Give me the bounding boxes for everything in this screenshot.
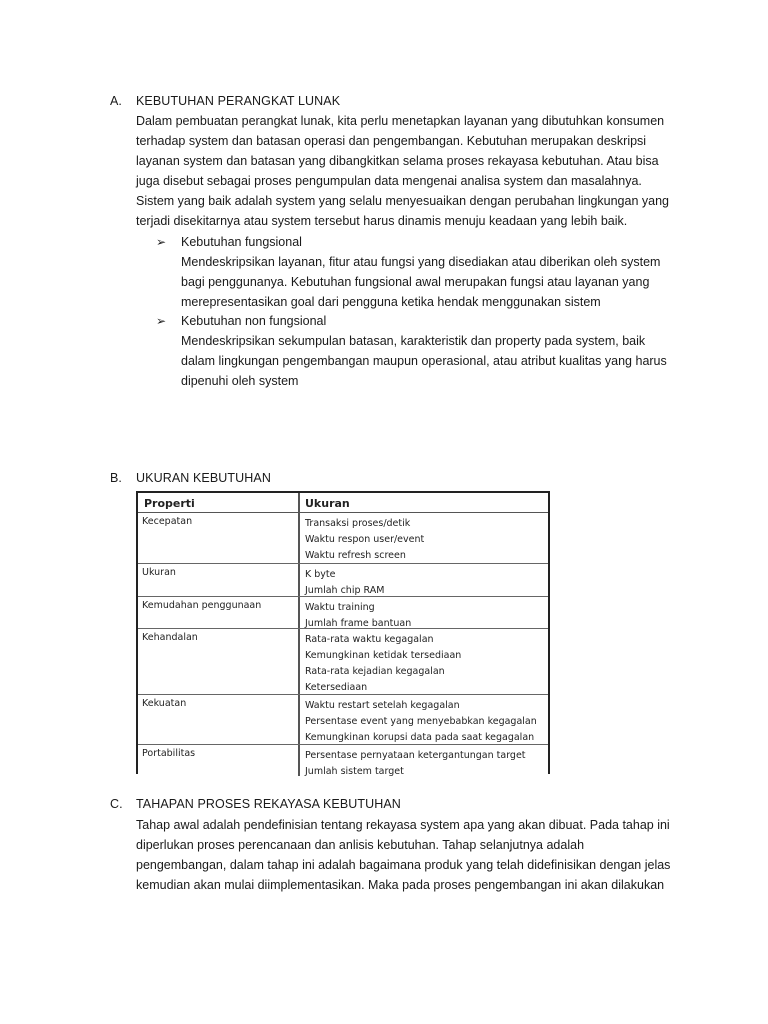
- paragraph-line: Tahap awal adalah pendefinisian tentang rekayasa system apa yang akan dibuat. Pada tahap ini: [136, 818, 670, 832]
- requirements-measure-table: [136, 491, 550, 777]
- section-b-title: UKURAN KEBUTUHAN: [136, 471, 271, 485]
- table-row: [138, 564, 548, 597]
- header-properti: Properti: [144, 497, 195, 510]
- row-measures: [305, 698, 537, 746]
- row-property: Kecepatan: [142, 516, 193, 527]
- bullet-line: Mendeskripsikan layanan, fitur atau fungsi yang disediakan atau diberikan oleh system: [181, 255, 661, 269]
- measure-item: Jumlah frame bantuan: [305, 618, 412, 629]
- section-c-paragraph: [136, 815, 681, 895]
- measure-item: Persentase event yang menyebabkan kegagalan: [305, 716, 537, 727]
- table-row: [138, 745, 548, 776]
- measure-item: Jumlah chip RAM: [305, 585, 385, 596]
- paragraph-line: terhadap system dan batasan operasi dan pengembangan. Kebutuhan merupakan deskripsi: [136, 134, 647, 148]
- bullet-line: dalam lingkungan pengembangan maupun operasional, atau atribut kualitas yang harus: [181, 354, 667, 368]
- row-property: Kekuatan: [142, 698, 187, 709]
- row-measures: [305, 748, 526, 780]
- row-measures: [305, 632, 461, 696]
- section-c-heading: [110, 797, 401, 811]
- row-property: Ukuran: [142, 567, 176, 578]
- measure-item: Kemungkinan ketidak tersediaan: [305, 650, 462, 661]
- measure-item: Kemungkinan korupsi data pada saat kegagalan: [305, 732, 535, 743]
- measure-item: Persentase pernyataan ketergantungan target: [305, 750, 526, 761]
- bullet-line: merepresentasikan goal dari pengguna ketika hendak menggunakan sistem: [181, 295, 601, 309]
- paragraph-line: diperlukan proses perencanaan dan anlisis kebutuhan. Tahap selanjutnya adalah: [136, 838, 585, 852]
- measure-item: Waktu respon user/event: [305, 534, 425, 545]
- table-header: [138, 493, 548, 513]
- header-ukuran: Ukuran: [305, 497, 350, 510]
- table-row: [138, 695, 548, 745]
- bullet-title: Kebutuhan fungsional: [181, 235, 302, 249]
- bullet-line: bagi penggunanya. Kebutuhan fungsional awal merupakan fungsi atau layanan yang: [181, 275, 650, 289]
- arrow-bullet-icon: ➢: [156, 314, 167, 328]
- bullet-body: [181, 331, 681, 391]
- row-property: Portabilitas: [142, 748, 196, 759]
- paragraph-line: layanan system dan batasan yang dibangkitkan selama proses rekayasa kebutuhan. Atau bisa: [136, 154, 659, 168]
- paragraph-line: Sistem yang baik adalah system yang selalu menyesuaikan dengan perubahan lingkungan yang: [136, 194, 669, 208]
- section-a-heading: [110, 94, 340, 108]
- paragraph-line: kemudian akan mulai diimplementasikan. Maka pada proses pengembangan ini akan dilakukan: [136, 878, 665, 892]
- row-measures: [305, 516, 424, 564]
- measure-item: K byte: [305, 569, 336, 580]
- section-a-paragraph: [136, 111, 681, 231]
- section-c-title: TAHAPAN PROSES REKAYASA KEBUTUHAN: [136, 797, 401, 811]
- row-property: Kehandalan: [142, 632, 198, 643]
- measure-item: Jumlah sistem target: [305, 766, 404, 777]
- table-row: [138, 513, 548, 564]
- bullet-line: dipenuhi oleh system: [181, 374, 299, 388]
- measure-item: Rata-rata kejadian kegagalan: [305, 666, 445, 677]
- arrow-bullet-icon: ➢: [156, 235, 167, 249]
- table-row: [138, 597, 548, 629]
- section-c-letter: C.: [110, 797, 123, 811]
- bullet-body: [181, 252, 681, 312]
- measure-item: Rata-rata waktu kegagalan: [305, 634, 434, 645]
- row-measures: [305, 600, 411, 632]
- row-measures: [305, 567, 384, 599]
- paragraph-line: Dalam pembuatan perangkat lunak, kita perlu menetapkan layanan yang dibutuhkan konsumen: [136, 114, 665, 128]
- section-a-letter: A.: [110, 94, 123, 108]
- table-row: [138, 629, 548, 695]
- section-a-title: KEBUTUHAN PERANGKAT LUNAK: [136, 94, 341, 108]
- row-property: Kemudahan penggunaan: [142, 600, 262, 611]
- measure-item: Transaksi proses/detik: [305, 518, 411, 529]
- measure-item: Waktu restart setelah kegagalan: [305, 700, 460, 711]
- paragraph-line: pengembangan, dalam tahap ini adalah bagaimana produk yang telah didefinisikan dengan jelas: [136, 858, 671, 872]
- paragraph-line: juga disebut sebagai proses pengumpulan data mengenai analisa system dan masalahnya.: [136, 174, 642, 188]
- measure-item: Waktu refresh screen: [305, 550, 406, 561]
- bullet-title: Kebutuhan non fungsional: [181, 314, 327, 328]
- measure-item: Waktu training: [305, 602, 375, 613]
- paragraph-line: terjadi disekitarnya atau system tersebut harus dinamis menuju keadaan yang lebih baik.: [136, 214, 628, 228]
- section-b-letter: B.: [110, 471, 123, 485]
- bullet-line: Mendeskripsikan sekumpulan batasan, karakteristik dan property pada system, baik: [181, 334, 646, 348]
- section-b-heading: [110, 471, 271, 485]
- measure-item: Ketersediaan: [305, 682, 368, 693]
